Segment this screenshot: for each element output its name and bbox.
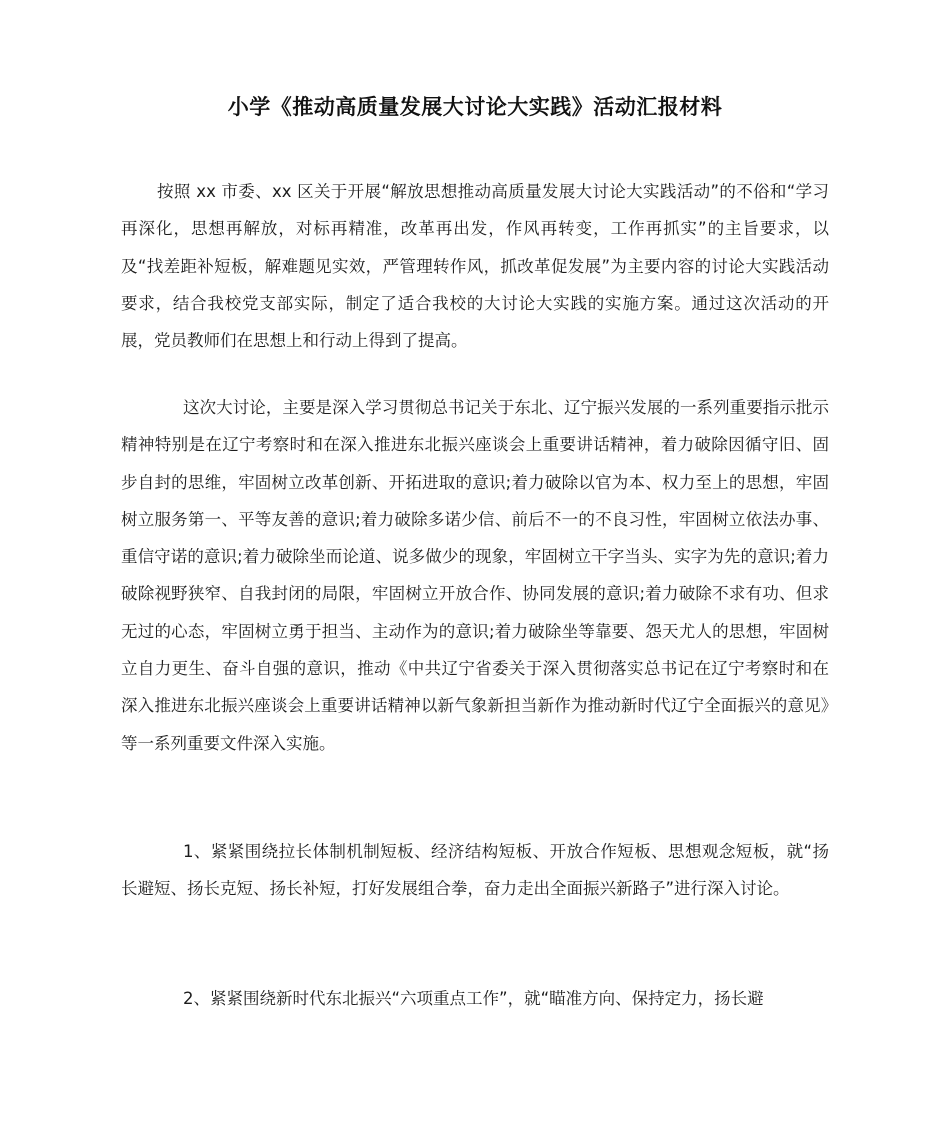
paragraph-discussion: 这次大讨论，主要是深入学习贯彻总书记关于东北、辽宁振兴发展的一系列重要指示批示精神特别是在辽宁考察时和在深入推进东北振兴座谈会上重要讲话精神，着力破除因循守旧、固步自封的思维，牢固树立改革创新、开拓进取的意识;着力破除以官为本、权力至上的思想，牢固树立服务第一、平等友善的意识;着力破除多诺少信、前后不一的不良习性，牢固树立依法办事、重信守诺的意识;着力破除坐而论道、说多做少的现象，牢固树立干字当头、实字为先的意识;着力破除视野狭窄、自我封闭的局限，牢固树立开放合作、协同发展的意识;着力破除不求有功、但求无过的心态，牢固树立勇于担当、主动作为的意识;着力破除坐等靠要、怨天尤人的思想，牢固树立自力更生、奋斗自强的意识，推动《中共辽宁省委关于深入贯彻落实总书记在辽宁考察时和在深入推进东北振兴座谈会上重要讲话精神以新气象新担当新作为推动新时代辽宁全面振兴的意见》等一系列重要文件深入实施。: [121, 398, 829, 753]
paragraph-item-1: 1、紧紧围绕拉长体制机制短板、经济结构短板、开放合作短板、思想观念短板，就“扬长避短、扬长克短、扬长补短，打好发展组合拳，奋力走出全面振兴新路子”进行深入讨论。: [121, 842, 829, 899]
paragraph-item-2: 2、紧紧围绕新时代东北振兴“六项重点工作”，就“瞄准方向、保持定力，扬长避: [183, 989, 764, 1008]
document-title: 小学《推动高质量发展大讨论大实践》活动汇报材料: [227, 95, 723, 119]
paragraph-intro: 按照 xx 市委、xx 区关于开展“解放思想推动高质量发展大讨论大实践活动”的不俗和“学习再深化，思想再解放，对标再精准，改革再出发，作风再转变，工作再抓实”的主旨要求，以及“找差距补短板，解难题见实效，严管理转作风，抓改革促发展”为主要内容的讨论大实践活动要求，结合我校党支部实际，制定了适合我校的大讨论大实践的实施方案。通过这次活动的开展，党员教师们在思想上和行动上得到了提高。: [121, 182, 829, 351]
